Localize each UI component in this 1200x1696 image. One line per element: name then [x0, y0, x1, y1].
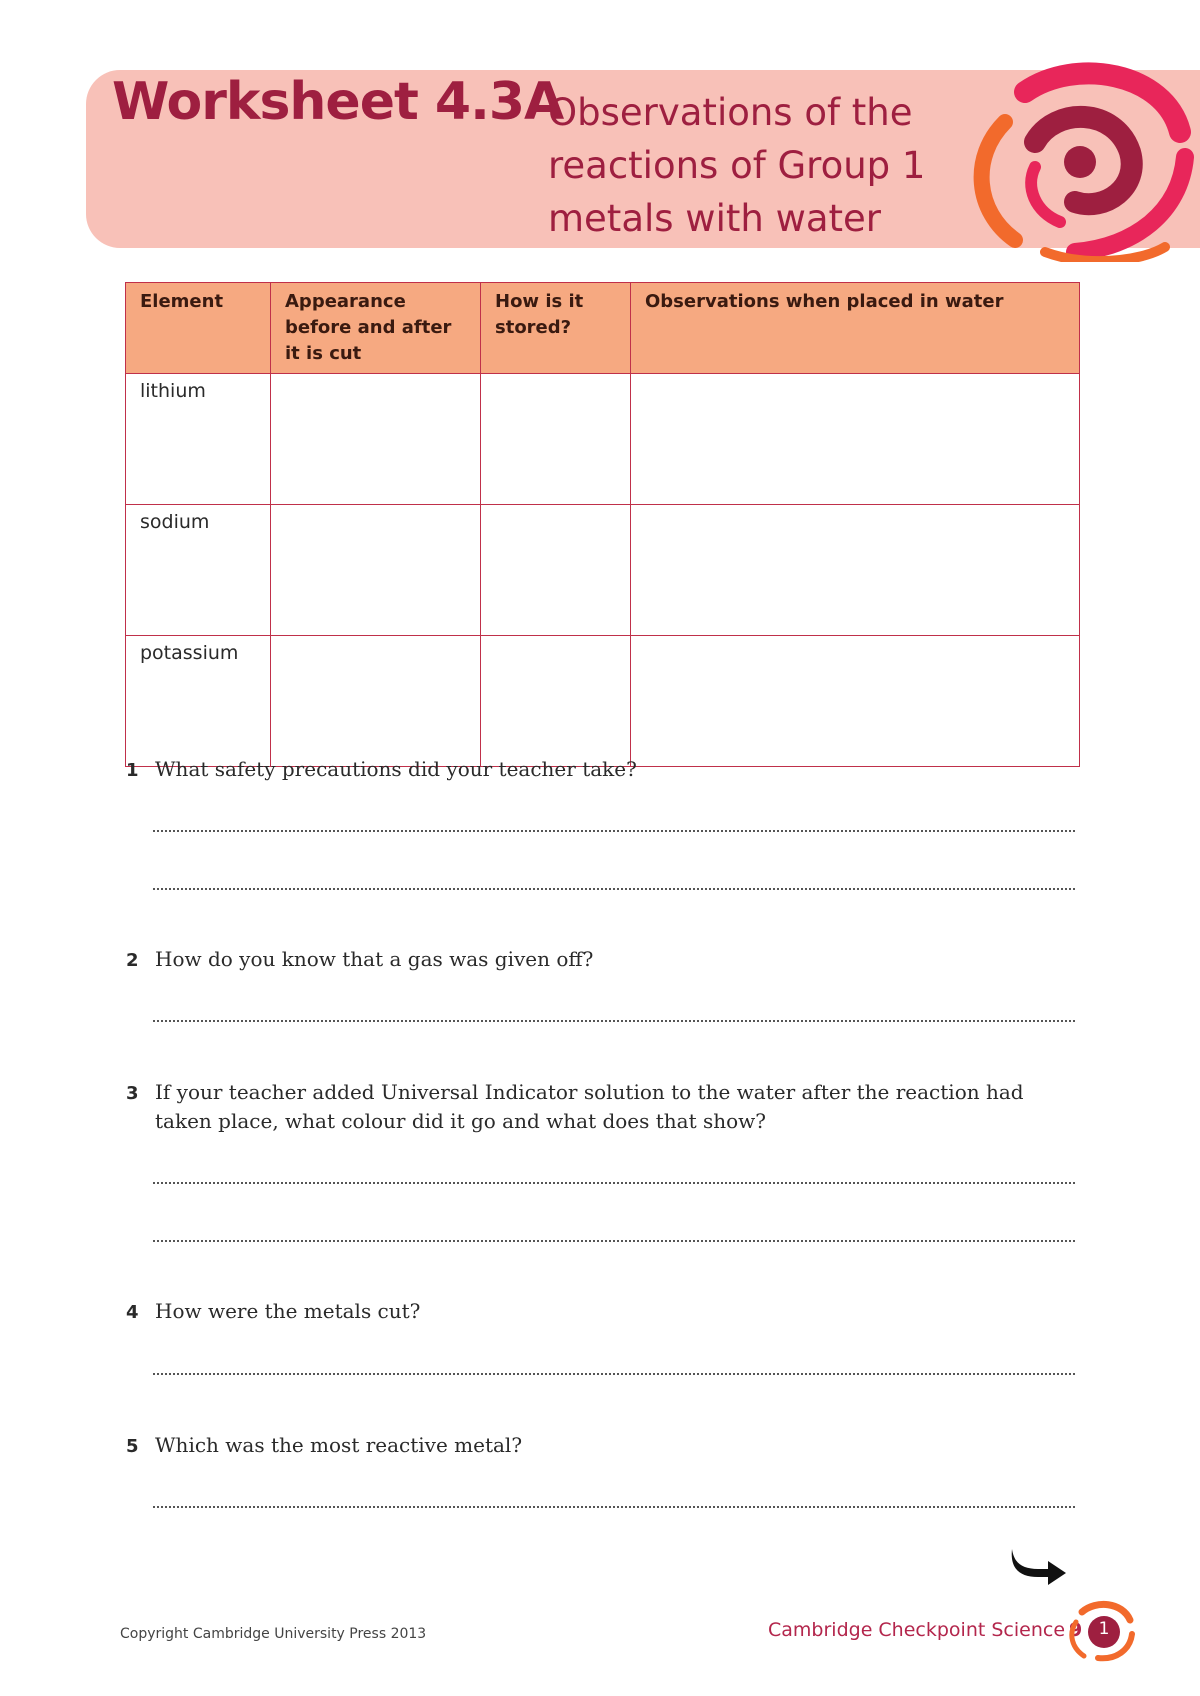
- answer-line[interactable]: [153, 1506, 1075, 1508]
- page-number: 1: [1098, 1619, 1110, 1639]
- question-5: [126, 1431, 1086, 1460]
- question-text: Which was the most reactive metal?: [155, 1433, 523, 1457]
- answer-cell[interactable]: [631, 505, 1080, 636]
- answer-cell[interactable]: [481, 374, 631, 505]
- observations-table: [125, 282, 1080, 767]
- question-3: [126, 1078, 1086, 1136]
- question-number: 5: [126, 1436, 139, 1457]
- series-level: 9: [1069, 1619, 1083, 1641]
- question-1: [126, 755, 1086, 784]
- answer-line[interactable]: [153, 1373, 1075, 1375]
- subtitle-line: Observations of the: [548, 91, 913, 134]
- series-title: [768, 1619, 1082, 1641]
- answer-line[interactable]: [153, 1240, 1075, 1242]
- question-number: 3: [126, 1083, 139, 1104]
- answer-line[interactable]: [153, 830, 1075, 832]
- question-text: How do you know that a gas was given off?: [155, 947, 594, 971]
- table-header-row: [126, 283, 1080, 374]
- worksheet-subtitle: [548, 86, 968, 245]
- answer-line[interactable]: [153, 1020, 1075, 1022]
- answer-cell[interactable]: [271, 505, 481, 636]
- arrow-right-icon[interactable]: [1008, 1543, 1070, 1587]
- column-header: Observations when placed in water: [631, 283, 1080, 374]
- answer-cell[interactable]: [481, 505, 631, 636]
- subtitle-line: metals with water: [548, 197, 881, 240]
- answer-line[interactable]: [153, 888, 1075, 890]
- table-row: [126, 636, 1080, 767]
- copyright-notice: Copyright Cambridge University Press 2013: [120, 1626, 427, 1642]
- question-number: 4: [126, 1302, 139, 1323]
- worksheet-title: Worksheet 4.3A: [112, 72, 564, 132]
- question-2: [126, 945, 1086, 974]
- answer-cell[interactable]: [631, 636, 1080, 767]
- question-4: [126, 1297, 1086, 1326]
- column-header: Appearance before and after it is cut: [271, 283, 481, 374]
- question-number: 1: [126, 760, 139, 781]
- answer-line[interactable]: [153, 1182, 1075, 1184]
- answer-cell[interactable]: [271, 636, 481, 767]
- answer-cell[interactable]: [271, 374, 481, 505]
- answer-cell[interactable]: [481, 636, 631, 767]
- column-header: Element: [126, 283, 271, 374]
- question-text: How were the metals cut?: [155, 1299, 421, 1323]
- element-cell: lithium: [126, 374, 271, 505]
- element-cell: sodium: [126, 505, 271, 636]
- element-cell: potassium: [126, 636, 271, 767]
- swirl-logo-icon: [965, 62, 1200, 262]
- subtitle-line: reactions of Group 1: [548, 144, 926, 187]
- series-name: Cambridge Checkpoint Science: [768, 1619, 1066, 1641]
- column-header: How is it stored?: [481, 283, 631, 374]
- table-row: [126, 374, 1080, 505]
- question-text: What safety precautions did your teacher take?: [155, 757, 637, 781]
- table-row: [126, 505, 1080, 636]
- question-number: 2: [126, 950, 139, 971]
- answer-cell[interactable]: [631, 374, 1080, 505]
- question-text: If your teacher added Universal Indicator solution to the water after the reaction had taken place, what colour did it go and what does that show?: [155, 1080, 1024, 1133]
